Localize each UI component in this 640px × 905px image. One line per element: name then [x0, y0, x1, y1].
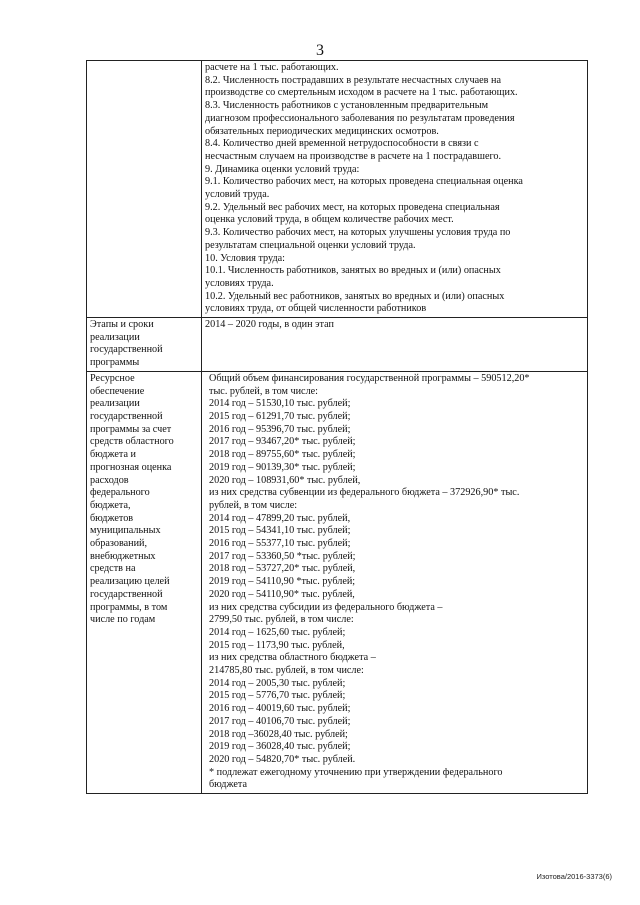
funding-text-line: 2018 год –36028,40 тыс. рублей;	[209, 728, 348, 740]
funding-text-line: 2015 год – 1173,90 тыс. рублей,	[209, 639, 345, 651]
funding-text-line: 2014 год – 47899,20 тыс. рублей,	[209, 512, 351, 524]
page-number: 3	[316, 42, 324, 59]
document-code: Изотова/2016-3373(6)	[536, 872, 612, 881]
indicators-label-cell	[87, 61, 202, 318]
resources-label-line: программы, в том	[90, 601, 168, 613]
resources-label-line: реализацию целей	[90, 576, 170, 588]
indicator-text-line: условиях труда.	[205, 277, 274, 289]
resources-label-line: числе по годам	[90, 614, 156, 626]
funding-text-line: 2016 год – 95396,70 тыс. рублей;	[209, 423, 351, 435]
resources-label-line: Ресурсное	[90, 372, 135, 384]
funding-text-line: 2014 год – 2005,30 тыс. рублей;	[209, 677, 346, 689]
indicator-text-line: 10.2. Удельный вес работников, занятых во вредных и (или) опасных	[205, 290, 505, 302]
funding-text-line: 2016 год – 40019,60 тыс. рублей;	[209, 703, 351, 715]
resources-label-line: бюджетов	[90, 512, 134, 524]
funding-text-line: тыс. рублей, в том числе:	[209, 385, 319, 397]
stages-row	[87, 318, 588, 372]
resources-label-line: программы за счет	[90, 423, 172, 435]
resources-label-line: средств на	[90, 563, 136, 575]
funding-text-line: 2017 год – 53360,50 *тыс. рублей;	[209, 550, 356, 562]
funding-text-line: из них средства субвенции из федерального бюджета – 372926,90* тыс.	[209, 487, 520, 499]
stages-value: 2014 – 2020 годы, в один этап	[205, 319, 334, 331]
resources-label-line: государственной	[90, 588, 163, 600]
indicator-text-line: результатам специальной оценки условий труда.	[205, 239, 416, 251]
stages-label-cell	[87, 318, 202, 372]
funding-text-line: 2015 год – 54341,10 тыс. рублей;	[209, 525, 351, 537]
funding-text-line: 2020 год – 54820,70* тыс. рублей.	[209, 753, 356, 765]
stages-label-line: государственной	[90, 344, 163, 356]
resources-label-line: образований,	[90, 538, 148, 550]
funding-text-line: 2014 год – 51530,10 тыс. рублей;	[209, 398, 351, 410]
resources-label-line: прогнозная оценка	[90, 461, 172, 473]
indicator-text-line: 10.1. Численность работников, занятых во вредных и (или) опасных	[205, 265, 501, 277]
funding-text-line: 2017 год – 93467,20* тыс. рублей;	[209, 436, 356, 448]
indicator-text-line: производстве со смертельным исходом в расчете на 1 тыс. работающих.	[205, 87, 518, 99]
funding-text-line: 2019 год – 54110,90 *тыс. рублей;	[209, 576, 356, 588]
funding-text-line: 2020 год – 54110,90* тыс. рублей,	[209, 588, 355, 600]
indicator-text-line: 9.1. Количество рабочих мест, на которых проведена специальная оценка	[205, 176, 523, 188]
resources-label-cell	[87, 371, 202, 793]
indicator-text-line: оценка условий труда, в общем количестве рабочих мест.	[205, 214, 454, 226]
resources-label-line: обеспечение	[90, 385, 145, 397]
funding-text-line: 2017 год – 40106,70 тыс. рублей;	[209, 715, 351, 727]
funding-text-line: 2799,50 тыс. рублей, в том числе:	[209, 614, 354, 626]
stages-label-line: Этапы и сроки	[90, 319, 154, 331]
indicator-text-line: диагнозом профессионального заболевания по результатам проведения	[205, 112, 515, 124]
indicator-text-line: несчастным случаем на производстве в расчете на 1 пострадавшего.	[205, 150, 502, 162]
resources-label-line: расходов	[90, 474, 129, 486]
stages-label-line: реализации	[90, 331, 140, 343]
resources-label-line: средств областного	[90, 436, 174, 448]
funding-text-line: 2014 год – 1625,60 тыс. рублей;	[209, 626, 346, 638]
funding-text-line: 2016 год – 55377,10 тыс. рублей;	[209, 538, 351, 550]
funding-text-line: 2019 год – 90139,30* тыс. рублей;	[209, 461, 356, 473]
indicator-text-line: 9.3. Количество рабочих мест, на которых улучшены условия труда по	[205, 227, 511, 239]
stages-label-line: программы	[90, 357, 140, 369]
indicator-text-line: условий труда.	[205, 189, 270, 201]
resources-value-cell	[202, 371, 588, 793]
indicator-text-line: 9. Динамика оценки условий труда:	[205, 163, 360, 175]
resources-label-line: муниципальных	[90, 525, 161, 537]
indicator-text-line: условиях труда, от общей численности работников	[205, 303, 427, 315]
funding-text-line: 214785,80 тыс. рублей, в том числе:	[209, 665, 364, 677]
resources-label-line: бюджета,	[90, 499, 131, 511]
program-passport-table	[86, 60, 588, 794]
resources-row	[87, 371, 588, 793]
resources-label-line: бюджета и	[90, 449, 136, 461]
funding-text-line: 2018 год – 89755,60* тыс. рублей;	[209, 449, 356, 461]
indicator-text-line: 10. Условия труда:	[205, 252, 285, 264]
funding-text-line: бюджета	[209, 779, 247, 791]
funding-text-line: 2015 год – 5776,70 тыс. рублей;	[209, 690, 346, 702]
resources-label-line: федерального	[90, 487, 150, 499]
stages-value-cell	[202, 318, 588, 372]
resources-label-line: реализации	[90, 398, 140, 410]
indicator-text-line: обязательных периодических медицинских осмотров.	[205, 125, 439, 137]
funding-text-line: 2018 год – 53727,20* тыс. рублей,	[209, 563, 356, 575]
indicators-row	[87, 61, 588, 318]
funding-text-line: 2019 год – 36028,40 тыс. рублей;	[209, 741, 351, 753]
funding-text-line: 2015 год – 61291,70 тыс. рублей;	[209, 410, 351, 422]
funding-text-line: из них средства субсидии из федерального бюджета –	[209, 601, 443, 613]
indicator-text-line: 8.3. Численность работников с установленным предварительным	[205, 100, 489, 112]
funding-text-line: 2020 год – 108931,60* тыс. рублей,	[209, 474, 361, 486]
resources-label-line: внебюджетных	[90, 550, 156, 562]
indicator-text-line: 9.2. Удельный вес рабочих мест, на которых проведена специальная	[205, 201, 500, 213]
funding-text-line: рублей, в том числе:	[209, 499, 298, 511]
indicators-cell	[202, 61, 588, 318]
resources-label-line: государственной	[90, 410, 163, 422]
funding-text-line: Общий объем финансирования государственной программы – 590512,20*	[209, 372, 530, 384]
indicator-text-line: 8.4. Количество дней временной нетрудоспособности в связи с	[205, 138, 479, 150]
funding-text-line: из них средства областного бюджета –	[209, 652, 376, 664]
indicator-text-line: расчете на 1 тыс. работающих.	[205, 62, 339, 73]
indicator-text-line: 8.2. Численность пострадавших в результате несчастных случаев на	[205, 74, 501, 86]
funding-text-line: * подлежат ежегодному уточнению при утверждении федерального	[209, 766, 503, 778]
